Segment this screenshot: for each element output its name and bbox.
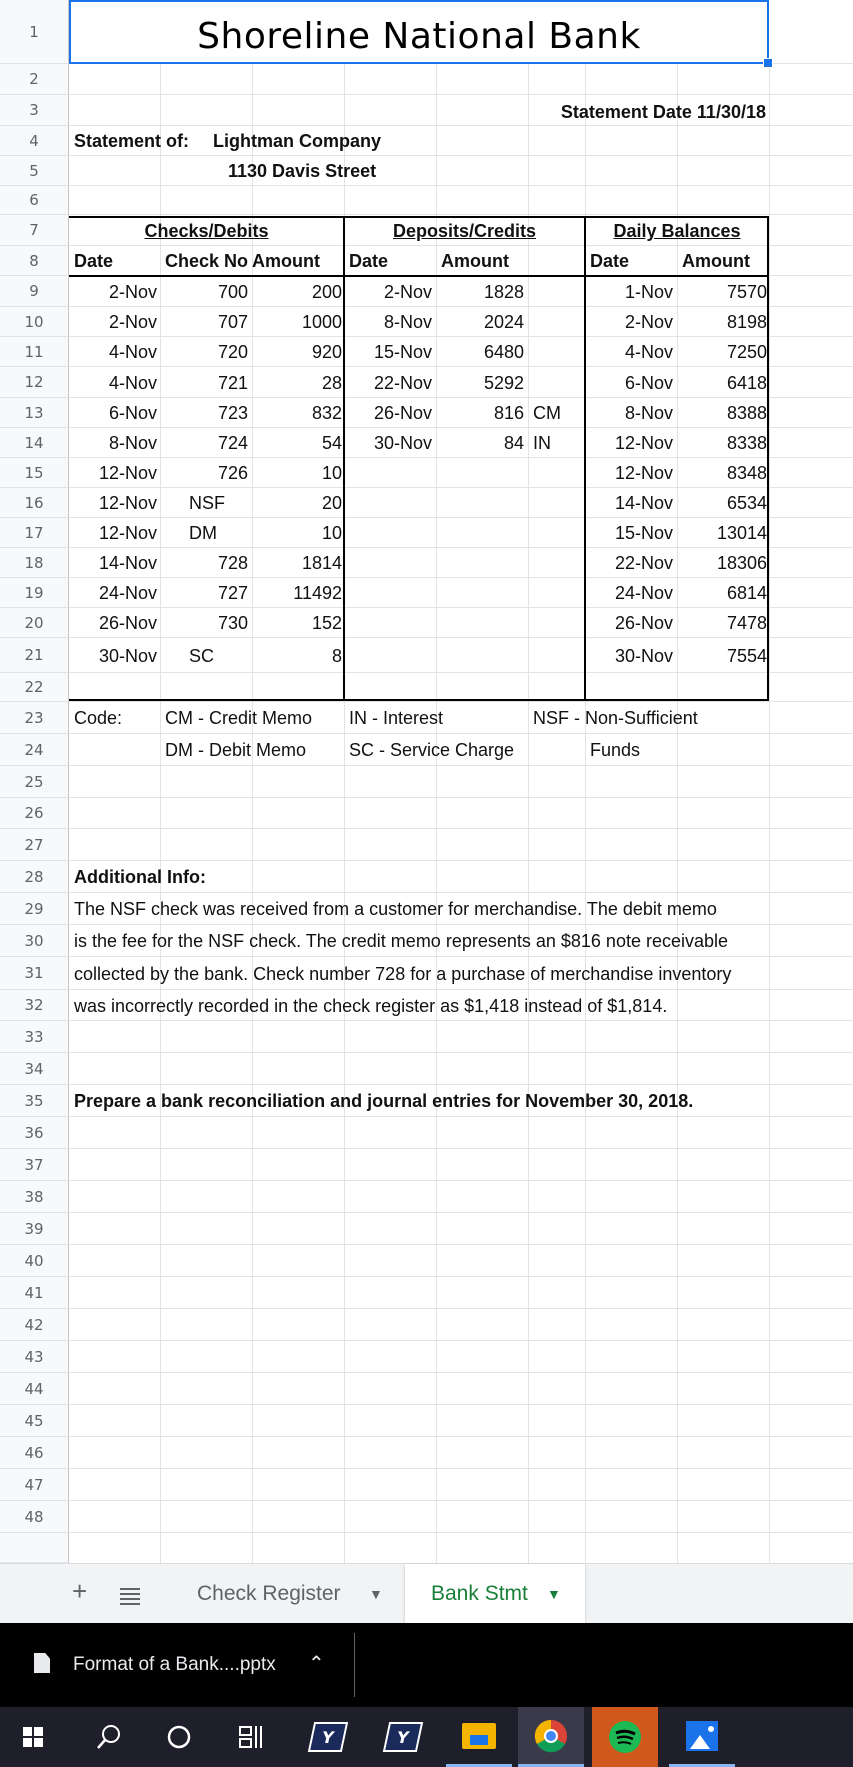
row-header[interactable]: 12: [0, 367, 69, 398]
row-header[interactable]: 11: [0, 337, 69, 367]
row-header[interactable]: 26: [0, 798, 69, 829]
spotify-icon[interactable]: [592, 1707, 658, 1767]
row-header[interactable]: 14: [0, 428, 69, 458]
chrome-icon[interactable]: [518, 1707, 584, 1767]
check-amount: 10: [321, 523, 342, 543]
balance-amount: 7554: [726, 646, 767, 666]
table-divider-1: [343, 216, 345, 701]
selection-handle[interactable]: [763, 58, 773, 68]
check-number: 726: [217, 463, 248, 483]
balance-amount: 6814: [726, 583, 767, 603]
row-header[interactable]: 1: [0, 0, 69, 64]
code-funds: Funds: [590, 740, 641, 760]
row-header[interactable]: 46: [0, 1437, 69, 1469]
task-view-icon[interactable]: [218, 1707, 284, 1767]
grid-line: [69, 336, 853, 337]
row-header[interactable]: 31: [0, 957, 69, 990]
check-amount: 152: [311, 613, 342, 633]
daily-balances-header: Daily Balances: [613, 221, 741, 241]
col-header-check-no: Check No: [165, 251, 249, 271]
row-header[interactable]: 35: [0, 1085, 69, 1117]
check-number: 727: [217, 583, 248, 603]
col-header-bal-amount: Amount: [682, 251, 750, 271]
check-amount: 1814: [301, 553, 342, 573]
grid-line: [69, 306, 853, 307]
windows-taskbar: [0, 1707, 853, 1767]
instruction-text: Prepare a bank reconciliation and journal entries for November 30, 2018.: [74, 1091, 694, 1111]
deposit-amount: 1828: [483, 282, 524, 302]
balance-amount: 8388: [726, 403, 767, 423]
additional-info-line: The NSF check was received from a customer for merchandise. The debit memo: [74, 899, 717, 919]
balance-amount: 7478: [726, 613, 767, 633]
check-date: 14-Nov: [98, 553, 157, 573]
check-number: SC: [189, 646, 215, 666]
grid-line: [69, 487, 853, 488]
grid-line: [69, 245, 853, 246]
check-amount: 10: [321, 463, 342, 483]
check-number: 707: [217, 312, 248, 332]
company-address: 1130 Davis Street: [228, 161, 377, 181]
row-header[interactable]: 42: [0, 1309, 69, 1341]
balance-date: 30-Nov: [614, 646, 673, 666]
code-cm: CM - Credit Memo: [165, 708, 313, 728]
grid-line: [69, 125, 853, 126]
check-number: 721: [217, 373, 248, 393]
grid-line: [69, 1436, 853, 1437]
photos-icon[interactable]: [669, 1707, 735, 1767]
row-header[interactable]: 38: [0, 1181, 69, 1213]
deposit-amount: 816: [493, 403, 524, 423]
col-header-dep-amount: Amount: [441, 251, 509, 271]
grid-line: [69, 214, 853, 215]
chevron-down-icon: ▼: [369, 1586, 383, 1602]
app-icon-1[interactable]: Y: [295, 1707, 361, 1767]
grid-line: [69, 517, 853, 518]
file-icon: [34, 1653, 50, 1673]
statement-date: Statement Date 11/30/18: [560, 102, 766, 122]
row-header[interactable]: 23: [0, 702, 69, 734]
code-dm: DM - Debit Memo: [165, 740, 307, 760]
balance-date: 12-Nov: [614, 433, 673, 453]
deposit-date: 8-Nov: [383, 312, 432, 332]
table-bottom-border: [69, 699, 769, 701]
code-in: IN - Interest: [349, 708, 444, 728]
balance-date: 22-Nov: [614, 553, 673, 573]
check-date: 2-Nov: [108, 282, 157, 302]
deposit-amount: 5292: [483, 373, 524, 393]
grid-line: [69, 1212, 853, 1213]
grid-line: [69, 577, 853, 578]
tab-check-register[interactable]: [175, 1564, 405, 1624]
grid-column-line: [528, 64, 529, 1563]
download-item[interactable]: [0, 1623, 355, 1707]
balance-date: 14-Nov: [614, 493, 673, 513]
deposit-date: 26-Nov: [373, 403, 432, 423]
company-name: Lightman Company: [213, 131, 382, 151]
download-divider: [354, 1633, 355, 1697]
deposits-credits-header: Deposits/Credits: [392, 221, 537, 241]
grid-line: [69, 1276, 853, 1277]
row-header[interactable]: 3: [0, 95, 69, 126]
row-header[interactable]: 47: [0, 1469, 69, 1501]
row-header[interactable]: 43: [0, 1341, 69, 1373]
cortana-icon[interactable]: [146, 1707, 212, 1767]
row-header[interactable]: 9: [0, 276, 69, 307]
check-number: 730: [217, 613, 248, 633]
row-header[interactable]: 7: [0, 215, 69, 246]
row-header-partial: [0, 1533, 69, 1563]
col-header-date: Date: [74, 251, 114, 271]
row-header[interactable]: 13: [0, 398, 69, 428]
balance-date: 1-Nov: [624, 282, 673, 302]
check-amount: 54: [321, 433, 342, 453]
grid-line: [69, 1116, 853, 1117]
file-explorer-icon[interactable]: [446, 1707, 512, 1767]
grid-line: [69, 1084, 853, 1085]
sheet-tab-bar: [0, 1563, 853, 1624]
check-amount: 920: [311, 342, 342, 362]
balance-date: 4-Nov: [624, 342, 673, 362]
grid-line: [69, 427, 853, 428]
grid-line: [69, 1244, 853, 1245]
col-header-amount: Amount: [252, 251, 320, 271]
check-amount: 200: [311, 282, 342, 302]
row-header[interactable]: 18: [0, 548, 69, 578]
title-cell[interactable]: [69, 0, 769, 64]
grid-line: [69, 366, 853, 367]
row-header[interactable]: 8: [0, 246, 69, 276]
grid-line: [69, 924, 853, 925]
balance-amount: 8198: [726, 312, 767, 332]
grid-line: [69, 1308, 853, 1309]
grid-line: [69, 701, 853, 702]
code-nsf: NSF - Non-Sufficient: [533, 708, 698, 728]
deposit-code: CM: [533, 403, 561, 423]
chevron-down-icon: ▼: [547, 1586, 561, 1602]
all-sheets-button[interactable]: [120, 1586, 140, 1604]
deposit-amount: 84: [503, 433, 524, 453]
windows-start-icon[interactable]: [0, 1707, 66, 1767]
tab-label: Check Register: [197, 1582, 341, 1605]
grid-line: [69, 1020, 853, 1021]
row-header[interactable]: 2: [0, 64, 69, 95]
check-number: 723: [217, 403, 248, 423]
check-amount: 28: [321, 373, 342, 393]
list-icon: [120, 1586, 140, 1604]
check-date: 6-Nov: [108, 403, 157, 423]
grid-line: [69, 637, 853, 638]
table-right-border: [767, 216, 769, 701]
row-header[interactable]: 17: [0, 518, 69, 548]
balance-date: 12-Nov: [614, 463, 673, 483]
row-header[interactable]: 34: [0, 1053, 69, 1085]
check-number: 728: [217, 553, 248, 573]
grid-column-line: [769, 64, 770, 1563]
balance-amount: 7250: [726, 342, 767, 362]
check-date: 12-Nov: [98, 463, 157, 483]
statement-of-label: Statement of:: [74, 131, 190, 151]
row-header[interactable]: 10: [0, 307, 69, 337]
col-header-dep-date: Date: [349, 251, 389, 271]
table-divider-2: [584, 216, 586, 701]
row-header[interactable]: 30: [0, 925, 69, 957]
grid-line: [69, 94, 853, 95]
grid-line: [69, 1500, 853, 1501]
check-number: NSF: [189, 493, 225, 513]
balance-amount: 8338: [726, 433, 767, 453]
check-date: 26-Nov: [98, 613, 157, 633]
row-header[interactable]: 15: [0, 458, 69, 488]
row-header[interactable]: 20: [0, 608, 69, 638]
tab-label: Bank Stmt: [431, 1582, 528, 1605]
check-number: 700: [217, 282, 248, 302]
row-header[interactable]: 32: [0, 990, 69, 1021]
check-date: 12-Nov: [98, 493, 157, 513]
row-header[interactable]: 40: [0, 1245, 69, 1277]
grid-line: [69, 547, 853, 548]
grid-line: [69, 765, 853, 766]
grid-line: [69, 672, 853, 673]
check-number: DM: [189, 523, 217, 543]
grid-line: [69, 956, 853, 957]
row-header[interactable]: 28: [0, 861, 69, 893]
grid-line: [69, 1468, 853, 1469]
grid-line: [69, 185, 853, 186]
grid-line: [69, 828, 853, 829]
grid-line: [69, 797, 853, 798]
grid-line: [69, 607, 853, 608]
row-header[interactable]: 33: [0, 1021, 69, 1053]
grid-line: [69, 457, 853, 458]
additional-info-line: was incorrectly recorded in the check register as $1,418 instead of $1,814.: [74, 996, 668, 1016]
download-filename: Format of a Bank....pptx: [73, 1654, 276, 1675]
balance-date: 26-Nov: [614, 613, 673, 633]
row-header[interactable]: 39: [0, 1213, 69, 1245]
check-date: 4-Nov: [108, 373, 157, 393]
check-date: 8-Nov: [108, 433, 157, 453]
balance-date: 8-Nov: [624, 403, 673, 423]
row-header[interactable]: 4: [0, 126, 69, 156]
grid-line: [69, 1052, 853, 1053]
row-header[interactable]: 36: [0, 1117, 69, 1149]
row-header[interactable]: 22: [0, 673, 69, 702]
grid-line: [69, 155, 853, 156]
chevron-up-icon[interactable]: ⌃: [308, 1651, 325, 1675]
deposit-code: IN: [533, 433, 551, 453]
deposit-date: 30-Nov: [373, 433, 432, 453]
check-date: 30-Nov: [98, 646, 157, 666]
check-number: 724: [217, 433, 248, 453]
check-date: 24-Nov: [98, 583, 157, 603]
grid-line: [69, 397, 853, 398]
check-amount: 832: [311, 403, 342, 423]
row-header[interactable]: 21: [0, 638, 69, 673]
grid-line: [69, 1148, 853, 1149]
row-header[interactable]: 19: [0, 578, 69, 608]
grid-line: [69, 1532, 853, 1533]
balance-amount: 18306: [716, 553, 767, 573]
code-label: Code:: [74, 708, 123, 728]
additional-info-line: is the fee for the NSF check. The credit memo represents an $816 note receivable: [74, 931, 729, 951]
balance-amount: 6418: [726, 373, 767, 393]
row-header[interactable]: 41: [0, 1277, 69, 1309]
tab-bank-stmt[interactable]: [405, 1564, 585, 1624]
code-sc: SC - Service Charge: [349, 740, 515, 760]
row-header[interactable]: 24: [0, 734, 69, 766]
col-header-bal-date: Date: [590, 251, 630, 271]
balance-amount: 7570: [726, 282, 767, 302]
row-header[interactable]: 27: [0, 829, 69, 861]
check-amount: 11492: [293, 583, 342, 603]
row-header[interactable]: 25: [0, 766, 69, 798]
check-amount: 1000: [301, 312, 342, 332]
grid-line: [69, 1340, 853, 1341]
grid-line: [69, 860, 853, 861]
add-sheet-button[interactable]: +: [72, 1576, 88, 1606]
grid-line: [69, 989, 853, 990]
deposit-date: 15-Nov: [373, 342, 432, 362]
deposit-date: 22-Nov: [373, 373, 432, 393]
search-icon[interactable]: [76, 1707, 142, 1767]
balance-date: 24-Nov: [614, 583, 673, 603]
grid-line: [69, 892, 853, 893]
row-header[interactable]: 6: [0, 186, 69, 215]
additional-info-heading: Additional Info:: [74, 867, 206, 887]
app-icon-2[interactable]: Y: [370, 1707, 436, 1767]
table-top-border: [69, 216, 769, 218]
check-amount: 8: [331, 646, 342, 666]
balance-amount: 6534: [726, 493, 767, 513]
row-header[interactable]: 44: [0, 1373, 69, 1405]
row-header[interactable]: 45: [0, 1405, 69, 1437]
checks-debits-header: Checks/Debits: [144, 221, 269, 241]
row-header[interactable]: 48: [0, 1501, 69, 1533]
additional-info-line: collected by the bank. Check number 728 for a purchase of merchandise inventory: [74, 964, 732, 984]
balance-date: 15-Nov: [614, 523, 673, 543]
table-header-border: [69, 275, 769, 277]
check-amount: 20: [321, 493, 342, 513]
deposit-date: 2-Nov: [383, 282, 432, 302]
download-bar: [0, 1623, 853, 1707]
deposit-amount: 2024: [483, 312, 524, 332]
row-header[interactable]: 16: [0, 488, 69, 518]
check-number: 720: [217, 342, 248, 362]
check-date: 12-Nov: [98, 523, 157, 543]
balance-amount: 8348: [726, 463, 767, 483]
grid-line: [69, 1180, 853, 1181]
row-header[interactable]: 5: [0, 156, 69, 186]
deposit-amount: 6480: [483, 342, 524, 362]
row-header[interactable]: 29: [0, 893, 69, 925]
bank-title: Shoreline National Bank: [197, 16, 641, 57]
balance-date: 6-Nov: [624, 373, 673, 393]
balance-date: 2-Nov: [624, 312, 673, 332]
check-date: 4-Nov: [108, 342, 157, 362]
grid-line: [69, 1404, 853, 1405]
grid-line: [69, 733, 853, 734]
row-header[interactable]: 37: [0, 1149, 69, 1181]
balance-amount: 13014: [716, 523, 767, 543]
grid-line: [69, 1372, 853, 1373]
check-date: 2-Nov: [108, 312, 157, 332]
